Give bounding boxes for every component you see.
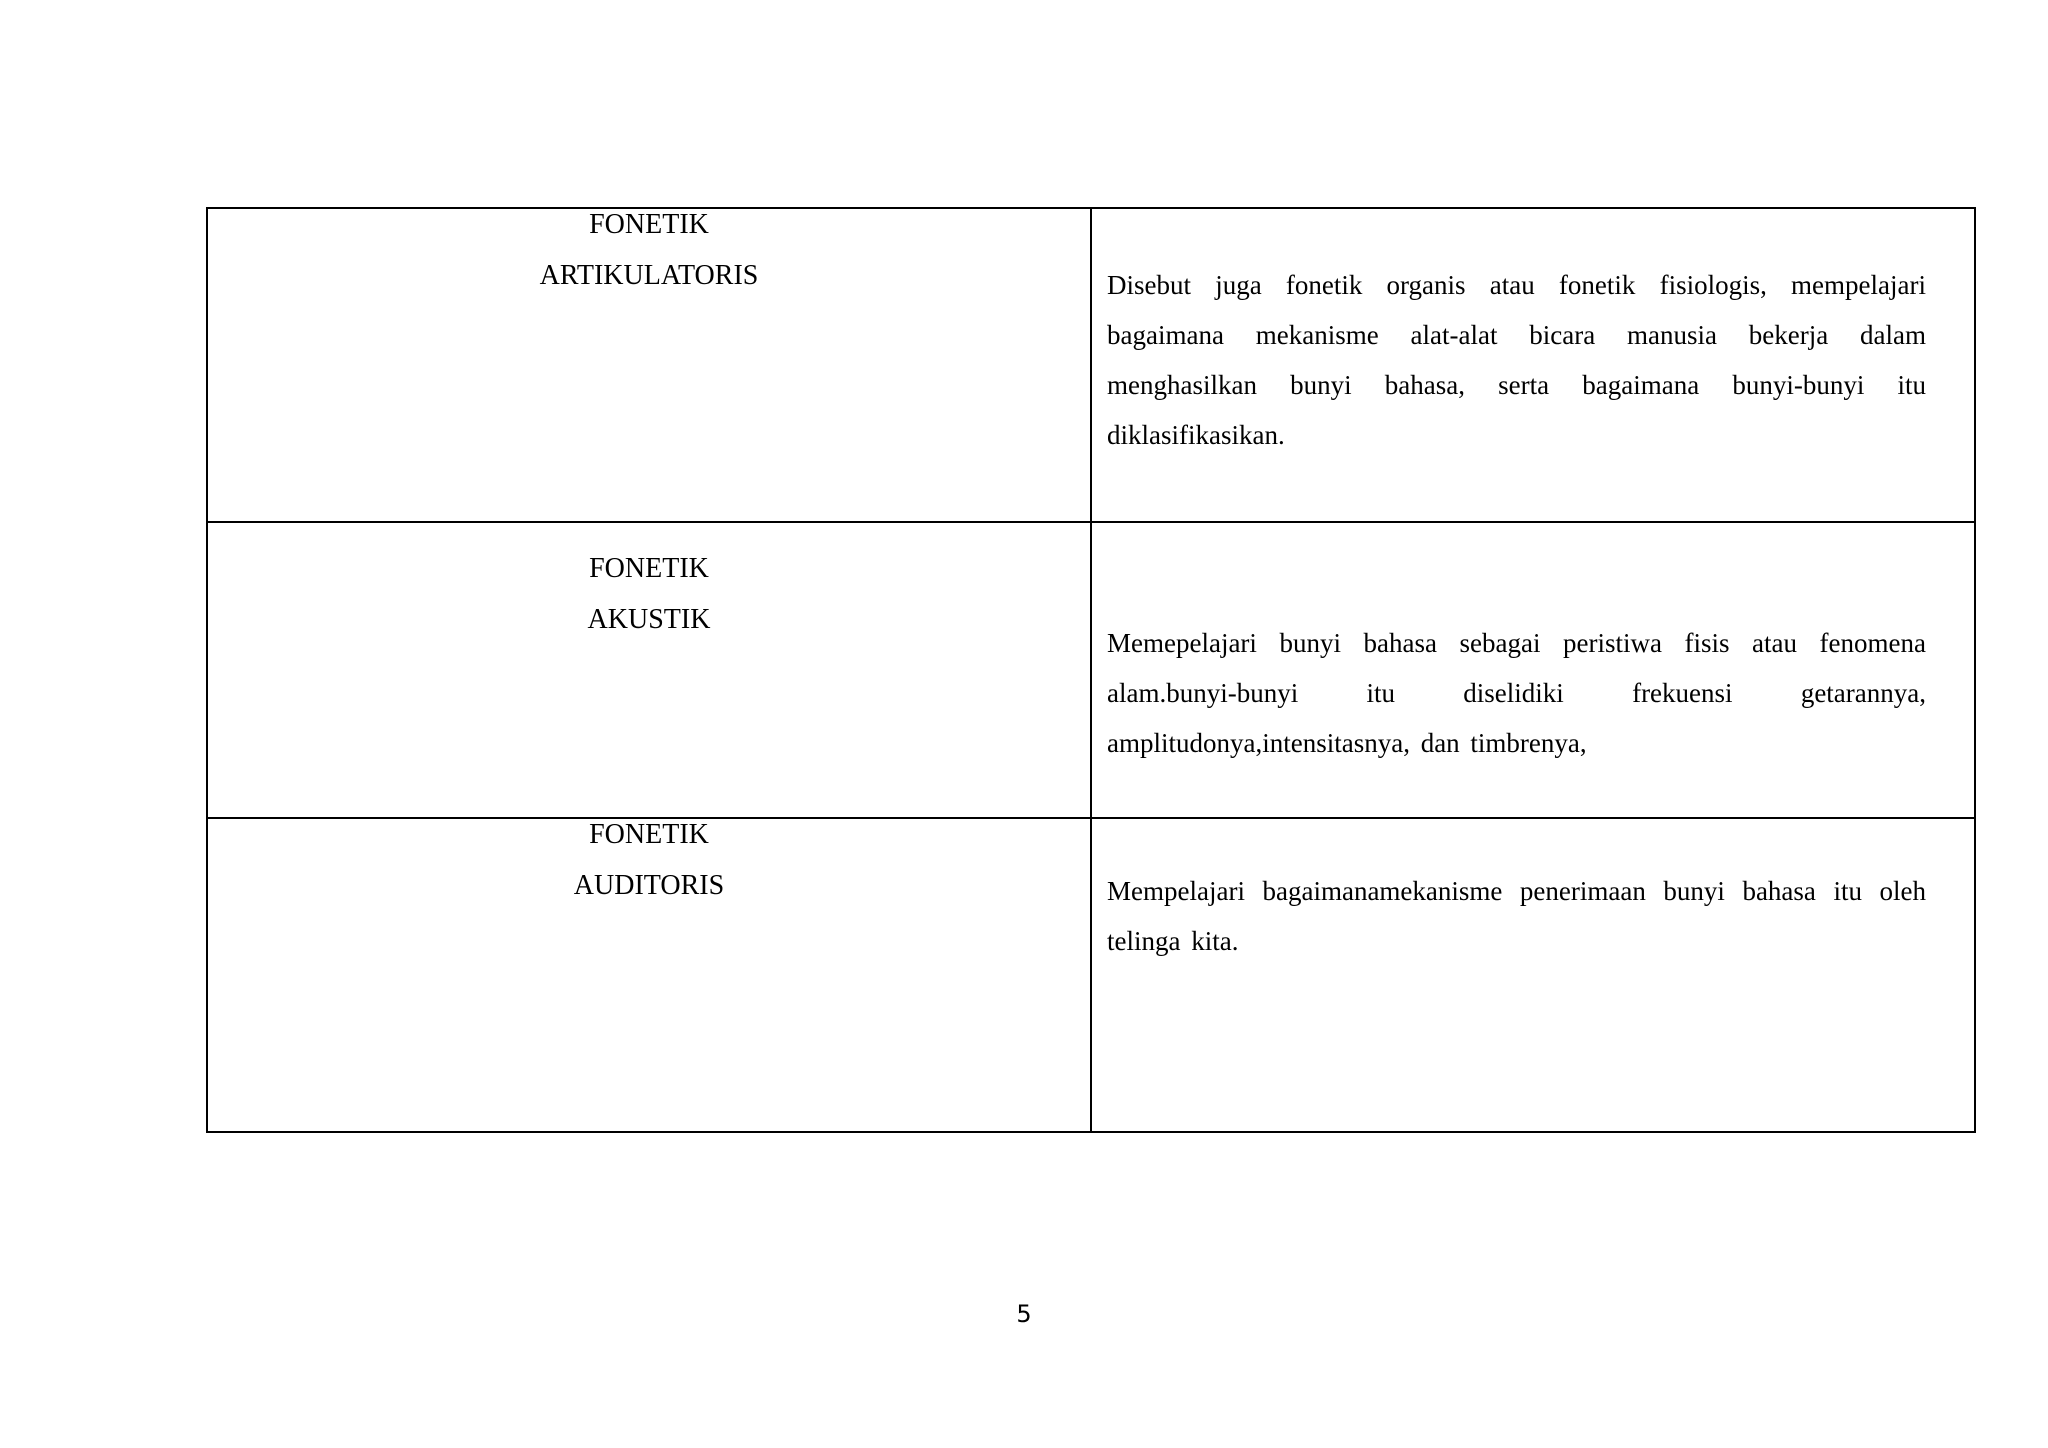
term-line: ARTIKULATORIS [539,260,759,291]
table-row [207,818,1975,1132]
description-cell [1091,522,1975,818]
description-text: Mempelajari bagaimanamekanisme penerimaan bunyi bahasa itu oleh telinga kita. [1107,876,1926,956]
term-line: FONETIK [589,819,709,850]
fonetik-table [206,207,1976,1133]
term-line: FONETIK [589,553,709,584]
description-text: Disebut juga fonetik organis atau fonetik fisiologis, mempelajari bagaimana mekanisme alat-alat bicara manusia bekerja dalam menghasilkan bunyi bahasa, serta bagaimana bunyi-bunyi itu diklasifikasikan. [1107,270,1926,450]
page-number: 5 [1016,1300,1032,1328]
term-cell [207,208,1091,522]
description-text: Memepelajari bunyi bahasa sebagai peristiwa fisis atau fenomena alam.bunyi-bunyi itu diselidiki frekuensi getarannya, amplitudonya,intensitasnya, dan timbrenya, [1107,628,1926,758]
term-cell [207,522,1091,818]
description-cell [1091,208,1975,522]
term-line: FONETIK [589,209,709,240]
table-row [207,208,1975,522]
term-cell [207,818,1091,1132]
table-row [207,522,1975,818]
term-line: AKUSTIK [587,604,711,635]
term-line: AUDITORIS [573,870,725,901]
description-cell [1091,818,1975,1132]
